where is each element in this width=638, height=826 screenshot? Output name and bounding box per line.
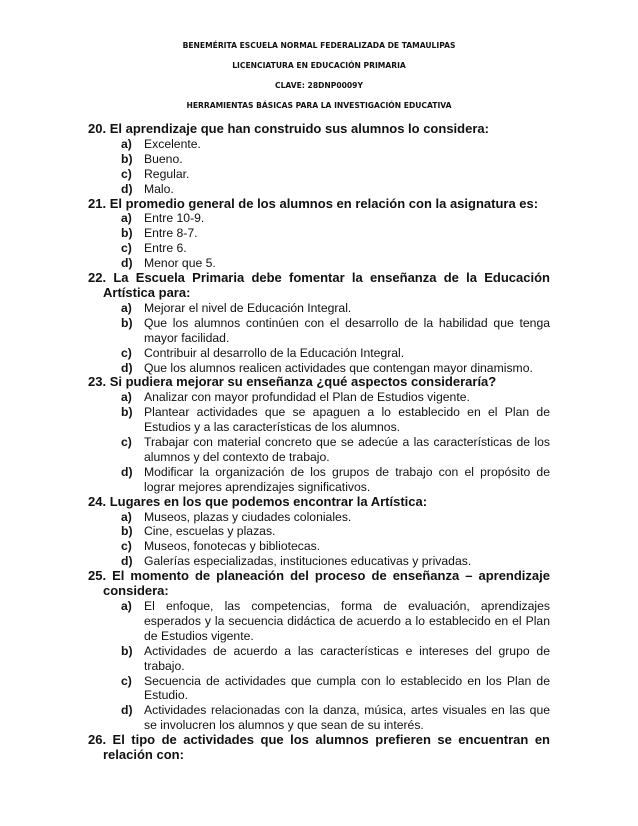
question-number: 26.: [88, 732, 107, 748]
option-letter: a): [121, 599, 132, 613]
questionnaire-content: [88, 122, 550, 763]
question-text: La Escuela Primaria debe fomentar la enseñanza de la Educación Artística para:: [103, 270, 550, 300]
option-list: [88, 390, 550, 494]
answer-option: [88, 226, 550, 241]
answer-option: [88, 346, 550, 361]
option-list: [88, 137, 550, 197]
question-text: El momento de planeación del proceso de enseñanza – aprendizaje considera:: [103, 568, 550, 599]
option-text: Que los alumnos realicen actividades que contengan mayor dinamismo.: [144, 360, 533, 375]
option-letter: c): [121, 345, 132, 360]
answer-option: [88, 316, 550, 346]
question: [88, 375, 550, 390]
option-letter: c): [121, 435, 132, 450]
option-text: Bueno.: [144, 151, 183, 166]
answer-option: [88, 599, 550, 644]
document-header: [0, 36, 638, 116]
option-letter: b): [121, 405, 133, 420]
question-text: El aprendizaje que han construido sus alumnos lo considera:: [109, 121, 489, 136]
option-list: [88, 599, 550, 733]
header-degree: LICENCIATURA EN EDUCACIÓN PRIMARIA: [232, 61, 406, 70]
option-letter: d): [121, 181, 133, 196]
answer-option: [88, 182, 550, 197]
option-letter: a): [121, 509, 132, 524]
option-letter: b): [121, 524, 133, 539]
answer-option: [88, 241, 550, 256]
answer-option: [88, 361, 550, 376]
option-list: [88, 211, 550, 271]
option-letter: d): [121, 360, 133, 375]
option-text: Cine, escuelas y plazas.: [144, 524, 276, 539]
option-letter: d): [121, 703, 133, 718]
answer-option: [88, 137, 550, 152]
answer-option: [88, 211, 550, 226]
answer-option: [88, 256, 550, 271]
option-text: Galerías especializadas, instituciones educativas y privadas.: [144, 554, 472, 569]
question-text: Si pudiera mejorar su enseñanza ¿qué aspectos consideraría?: [109, 374, 497, 390]
question: [88, 271, 550, 301]
option-text: Entre 6.: [144, 241, 187, 256]
option-letter: c): [121, 241, 132, 256]
option-letter: a): [121, 390, 132, 405]
option-text: Plantear actividades que se apaguen a lo establecido en el Plan de Estudios y a las características de los alumnos.: [144, 405, 550, 435]
question: [88, 495, 550, 510]
option-letter: d): [121, 464, 133, 479]
option-list: [88, 301, 550, 376]
question-number: 24.: [88, 493, 107, 509]
option-letter: d): [121, 554, 133, 569]
header-code: CLAVE: 28DNP0009Y: [275, 81, 363, 90]
option-text: Contribuir al desarrollo de la Educación Integral.: [144, 345, 405, 360]
option-text: Secuencia de actividades que cumpla con lo establecido en los Plan de Estudio.: [144, 673, 550, 703]
option-letter: b): [121, 226, 133, 241]
answer-option: [88, 405, 550, 435]
answer-option: [88, 524, 550, 539]
option-text: Que los alumnos continúen con el desarrollo de la habilidad que tenga mayor facilidad.: [144, 315, 550, 345]
question: [88, 197, 550, 212]
question-number: 22.: [88, 270, 107, 286]
option-letter: a): [121, 300, 132, 315]
option-text: Museos, plazas y ciudades coloniales.: [144, 509, 352, 524]
option-letter: c): [121, 166, 132, 181]
option-letter: d): [121, 256, 133, 271]
answer-option: [88, 465, 550, 495]
answer-option: [88, 152, 550, 167]
question-number: 20.: [88, 121, 107, 136]
header-course: HERRAMIENTAS BÁSICAS PARA LA INVESTIGACIÓN EDUCATIVA: [186, 101, 452, 110]
question: [88, 122, 550, 137]
answer-option: [88, 703, 550, 733]
option-letter: c): [121, 673, 132, 688]
option-text: Malo.: [144, 181, 174, 196]
option-letter: b): [121, 151, 133, 166]
option-letter: a): [121, 211, 132, 226]
answer-option: [88, 301, 550, 316]
option-list: [88, 510, 550, 570]
answer-option: [88, 167, 550, 182]
question: [88, 733, 550, 763]
option-text: Menor que 5.: [144, 256, 216, 271]
answer-option: [88, 390, 550, 405]
answer-option: [88, 554, 550, 569]
option-letter: c): [121, 539, 132, 554]
answer-option: [88, 435, 550, 465]
option-text: Actividades relacionadas con la danza, música, artes visuales en las que se involucren los alumnos y que sean de su interés.: [144, 703, 550, 733]
option-text: Entre 8-7.: [144, 226, 198, 241]
answer-option: [88, 510, 550, 525]
option-text: Trabajar con material concreto que se adecúe a las características de los alumnos y del contexto de trabajo.: [144, 435, 550, 464]
question-text: Lugares en los que podemos encontrar la Artística:: [109, 493, 428, 509]
option-text: Modificar la organización de los grupos de trabajo con el propósito de lograr mejores aprendizajes significativos.: [144, 464, 550, 494]
option-text: Museos, fonotecas y bibliotecas.: [144, 539, 321, 554]
option-text: El enfoque, las competencias, forma de evaluación, aprendizajes esperados y la secuencia didáctica de acuerdo a lo establecido en el Plan de Estudios vigente.: [144, 599, 550, 643]
option-letter: b): [121, 315, 133, 330]
option-text: Regular.: [144, 166, 190, 181]
answer-option: [88, 539, 550, 554]
option-letter: b): [121, 643, 133, 658]
option-text: Excelente.: [144, 136, 201, 151]
question-text: El promedio general de los alumnos en relación con la asignatura es:: [109, 195, 539, 211]
question-number: 25.: [88, 568, 107, 584]
header-school-name: BENEMÉRITA ESCUELA NORMAL FEDERALIZADA DE TAMAULIPAS: [182, 41, 456, 50]
option-letter: a): [121, 136, 132, 151]
question-number: 23.: [88, 374, 107, 390]
option-text: Actividades de acuerdo a las características e intereses del grupo de trabajo.: [144, 643, 550, 673]
question-text: El tipo de actividades que los alumnos prefieren se encuentran en relación con:: [103, 732, 550, 763]
question: [88, 569, 550, 599]
option-text: Mejorar el nivel de Educación Integral.: [144, 300, 352, 315]
option-text: Entre 10-9.: [144, 211, 205, 226]
option-text: Analizar con mayor profundidad el Plan de Estudios vigente.: [144, 390, 470, 405]
answer-option: [88, 674, 550, 704]
answer-option: [88, 644, 550, 674]
question-number: 21.: [88, 195, 107, 211]
